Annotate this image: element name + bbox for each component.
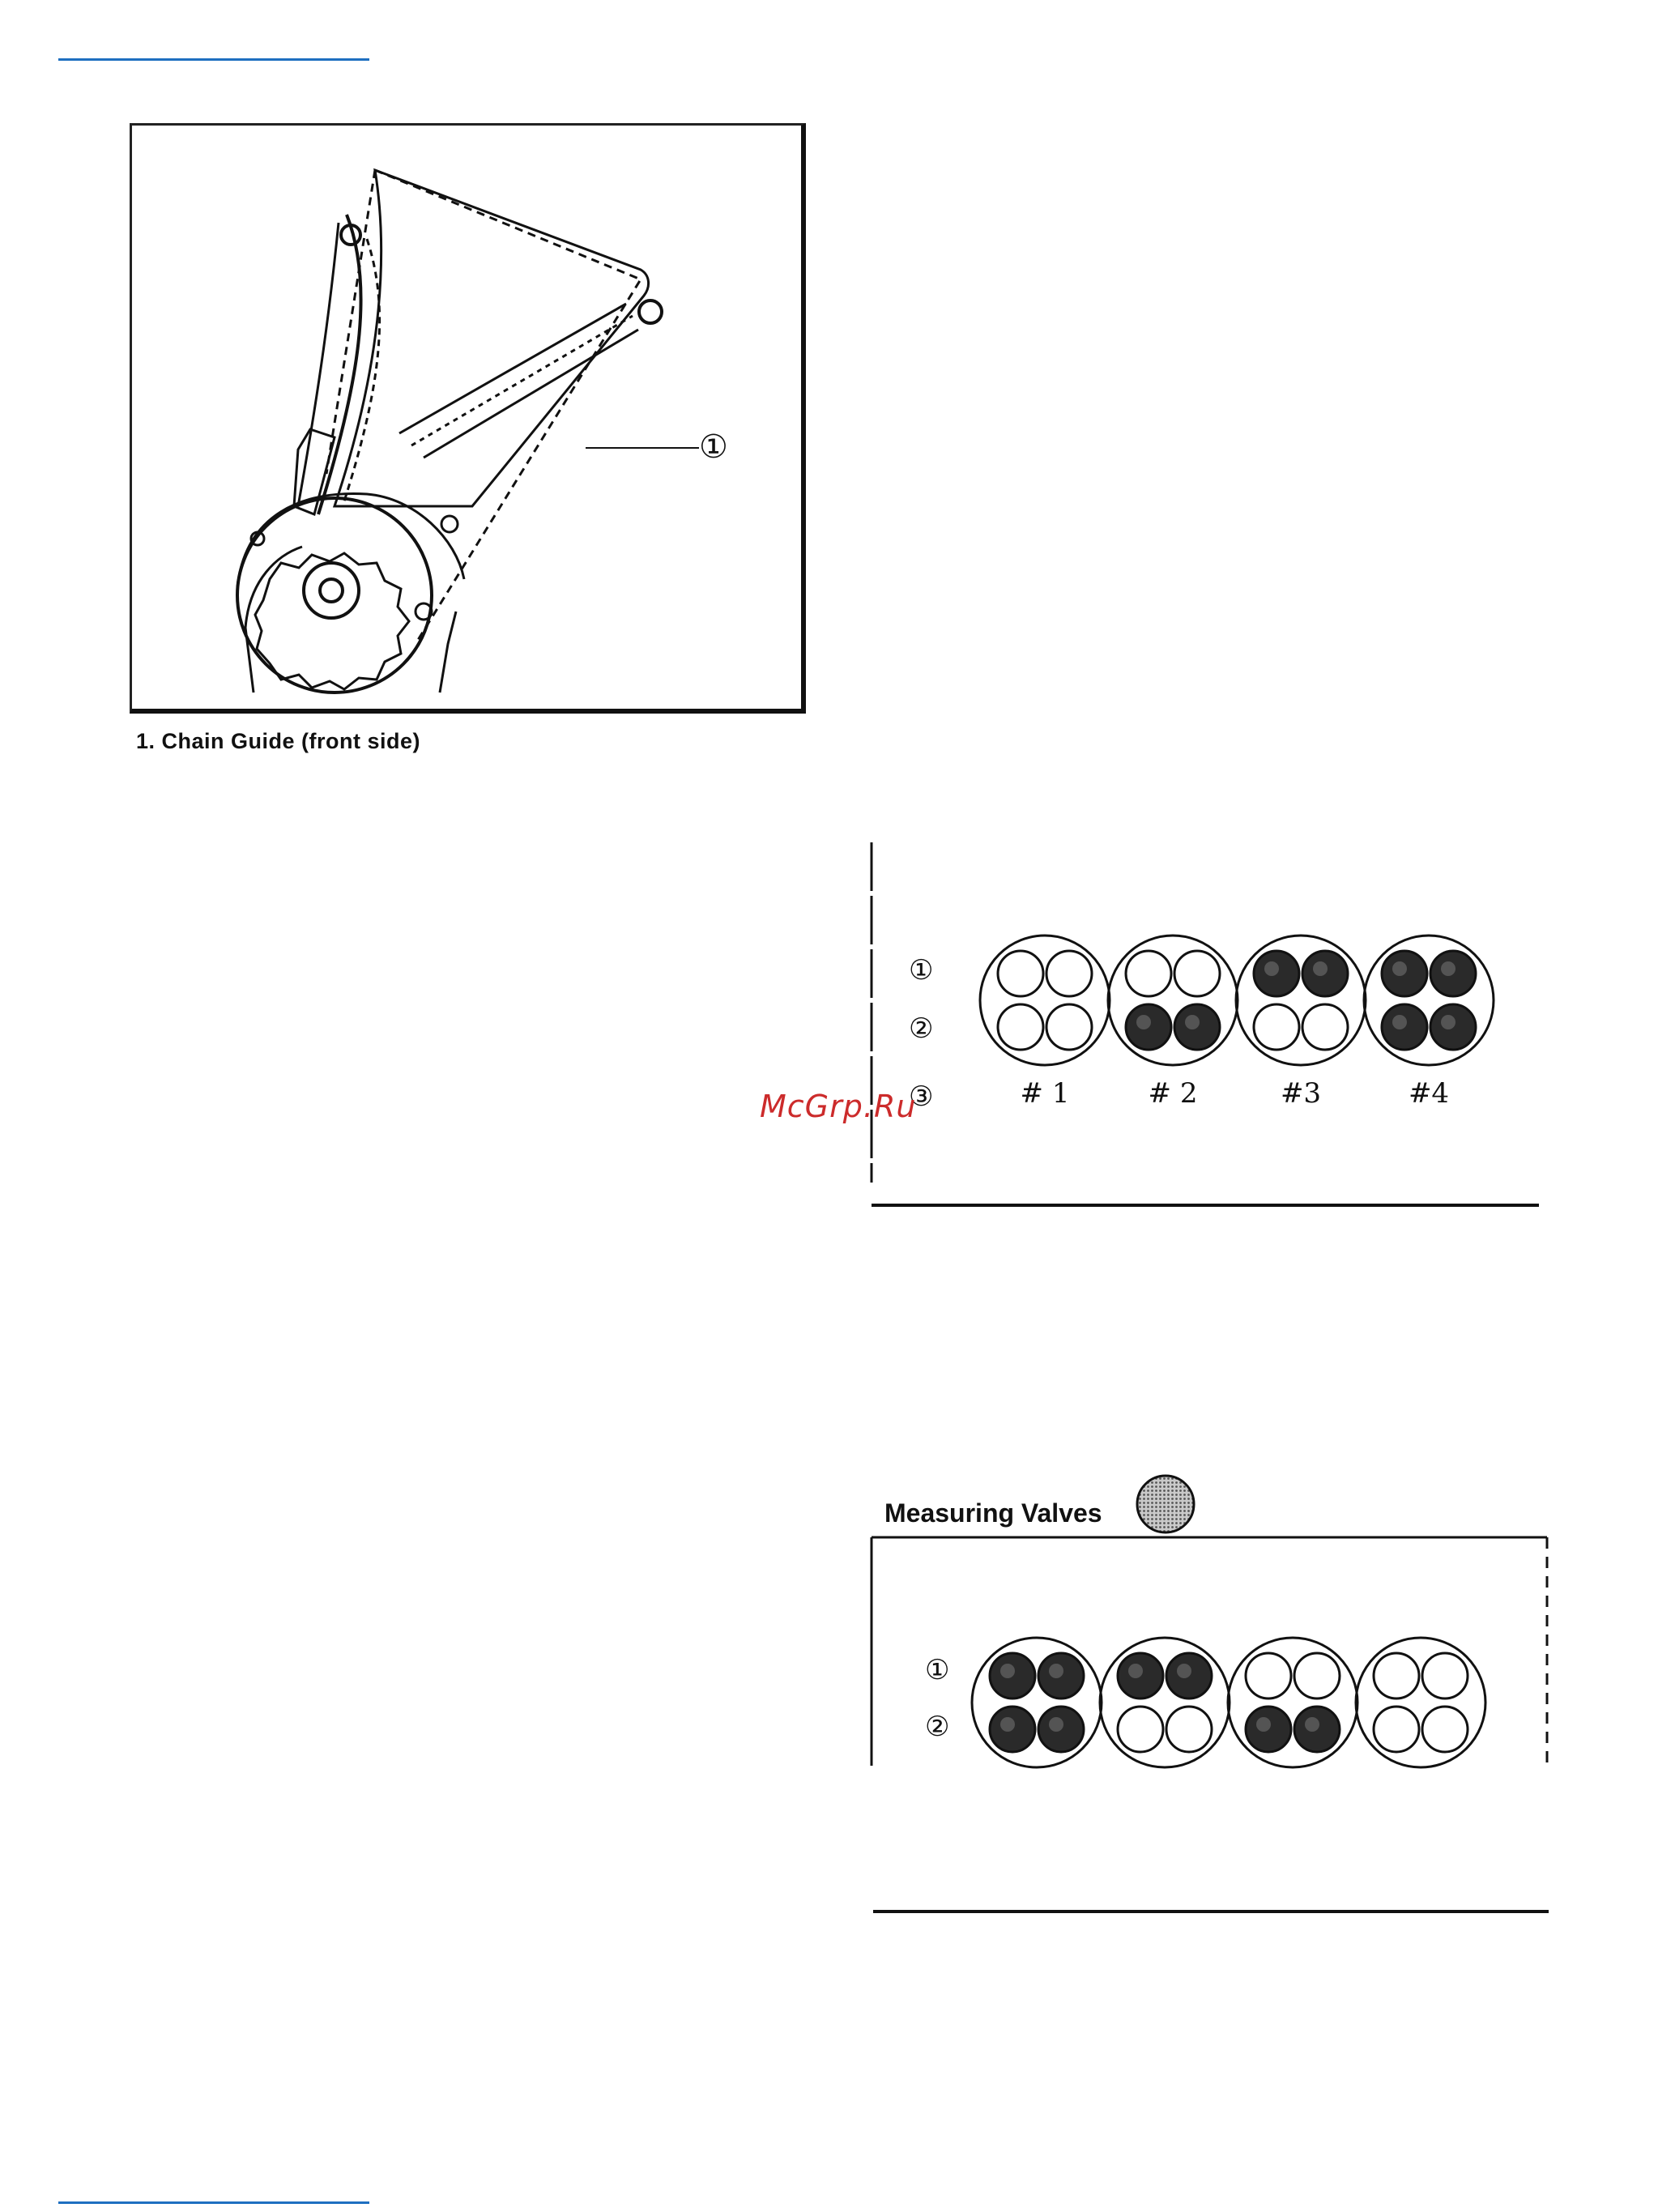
cylinder-outline [1356,1638,1485,1767]
cylinder-4 [1360,931,1498,1069]
valve-texture [1000,1717,1015,1732]
measuring-valve-swatch-icon [1134,1473,1197,1536]
callout-number: ① [699,428,728,466]
valve-open-bottom-2 [1046,1004,1092,1050]
cylinder-label-1: # 1 [1020,1077,1070,1110]
header-rule [58,58,369,61]
footer-rule [58,2201,369,2204]
cylinder-outline [1364,936,1494,1065]
valve-texture [1185,1015,1200,1029]
valve-open-top-1 [1246,1653,1291,1698]
valve-texture [1392,961,1407,976]
valve-open-bottom-1 [1374,1707,1419,1752]
cylinder-3 [1232,931,1370,1069]
valve-texture [1441,1015,1456,1029]
valve-open-bottom-2 [1166,1707,1212,1752]
valve-open-top-2 [1294,1653,1340,1698]
valve-texture [1000,1664,1015,1678]
valve-diagram-2 [867,1531,1555,1920]
watermark: McGrp.Ru [760,1089,917,1124]
valve-texture [1256,1717,1271,1732]
measuring-valves-title: Measuring Valves [884,1498,1102,1528]
valve-diagram-1 [867,834,1547,1223]
valve-open-top-1 [998,951,1043,996]
chain-guide-illustration [132,126,801,709]
valve-texture [1136,1015,1151,1029]
cylinder-outline [1228,1638,1357,1767]
valve-texture [1305,1717,1319,1732]
row-label-2: ② [909,1012,934,1045]
cylinder-label-4: #4 [1408,1077,1450,1110]
valve-texture [1128,1664,1143,1678]
cylinder-outline [1236,936,1366,1065]
cylinder-outline [1108,936,1238,1065]
cylinder-4 [1352,1634,1490,1771]
valve-texture [1264,961,1279,976]
valve-open-bottom-1 [998,1004,1043,1050]
row-label-2: ② [925,1711,950,1743]
valve-open-bottom-2 [1302,1004,1348,1050]
valve-texture [1049,1664,1063,1678]
cylinder-2 [1096,1634,1234,1771]
cylinder-3 [1224,1634,1362,1771]
cylinder-outline [1100,1638,1230,1767]
valve-open-top-2 [1046,951,1092,996]
chain-guide-figure [130,123,806,714]
cylinder-label-3: #3 [1280,1077,1322,1110]
cylinder-label-2: # 2 [1148,1077,1198,1110]
valve-open-top-2 [1422,1653,1468,1698]
valve-open-bottom-1 [1254,1004,1299,1050]
figure-caption: 1. Chain Guide (front side) [136,729,421,753]
cylinder-2 [1104,931,1242,1069]
cylinder-outline [980,936,1110,1065]
valve-texture [1177,1664,1191,1678]
row-label-1: ① [909,954,934,987]
valve-open-top-2 [1174,951,1220,996]
row-label-1: ① [925,1654,950,1686]
valve-open-bottom-1 [1118,1707,1163,1752]
valve-open-bottom-2 [1422,1707,1468,1752]
valve-texture [1392,1015,1407,1029]
cylinder-1 [976,931,1114,1069]
valve-open-top-1 [1374,1653,1419,1698]
row-label-3: ③ [909,1080,934,1113]
valve-texture [1049,1717,1063,1732]
valve-open-top-1 [1126,951,1171,996]
cylinder-1 [968,1634,1106,1771]
cylinder-outline [972,1638,1102,1767]
valve-texture [1441,961,1456,976]
valve-texture [1313,961,1328,976]
